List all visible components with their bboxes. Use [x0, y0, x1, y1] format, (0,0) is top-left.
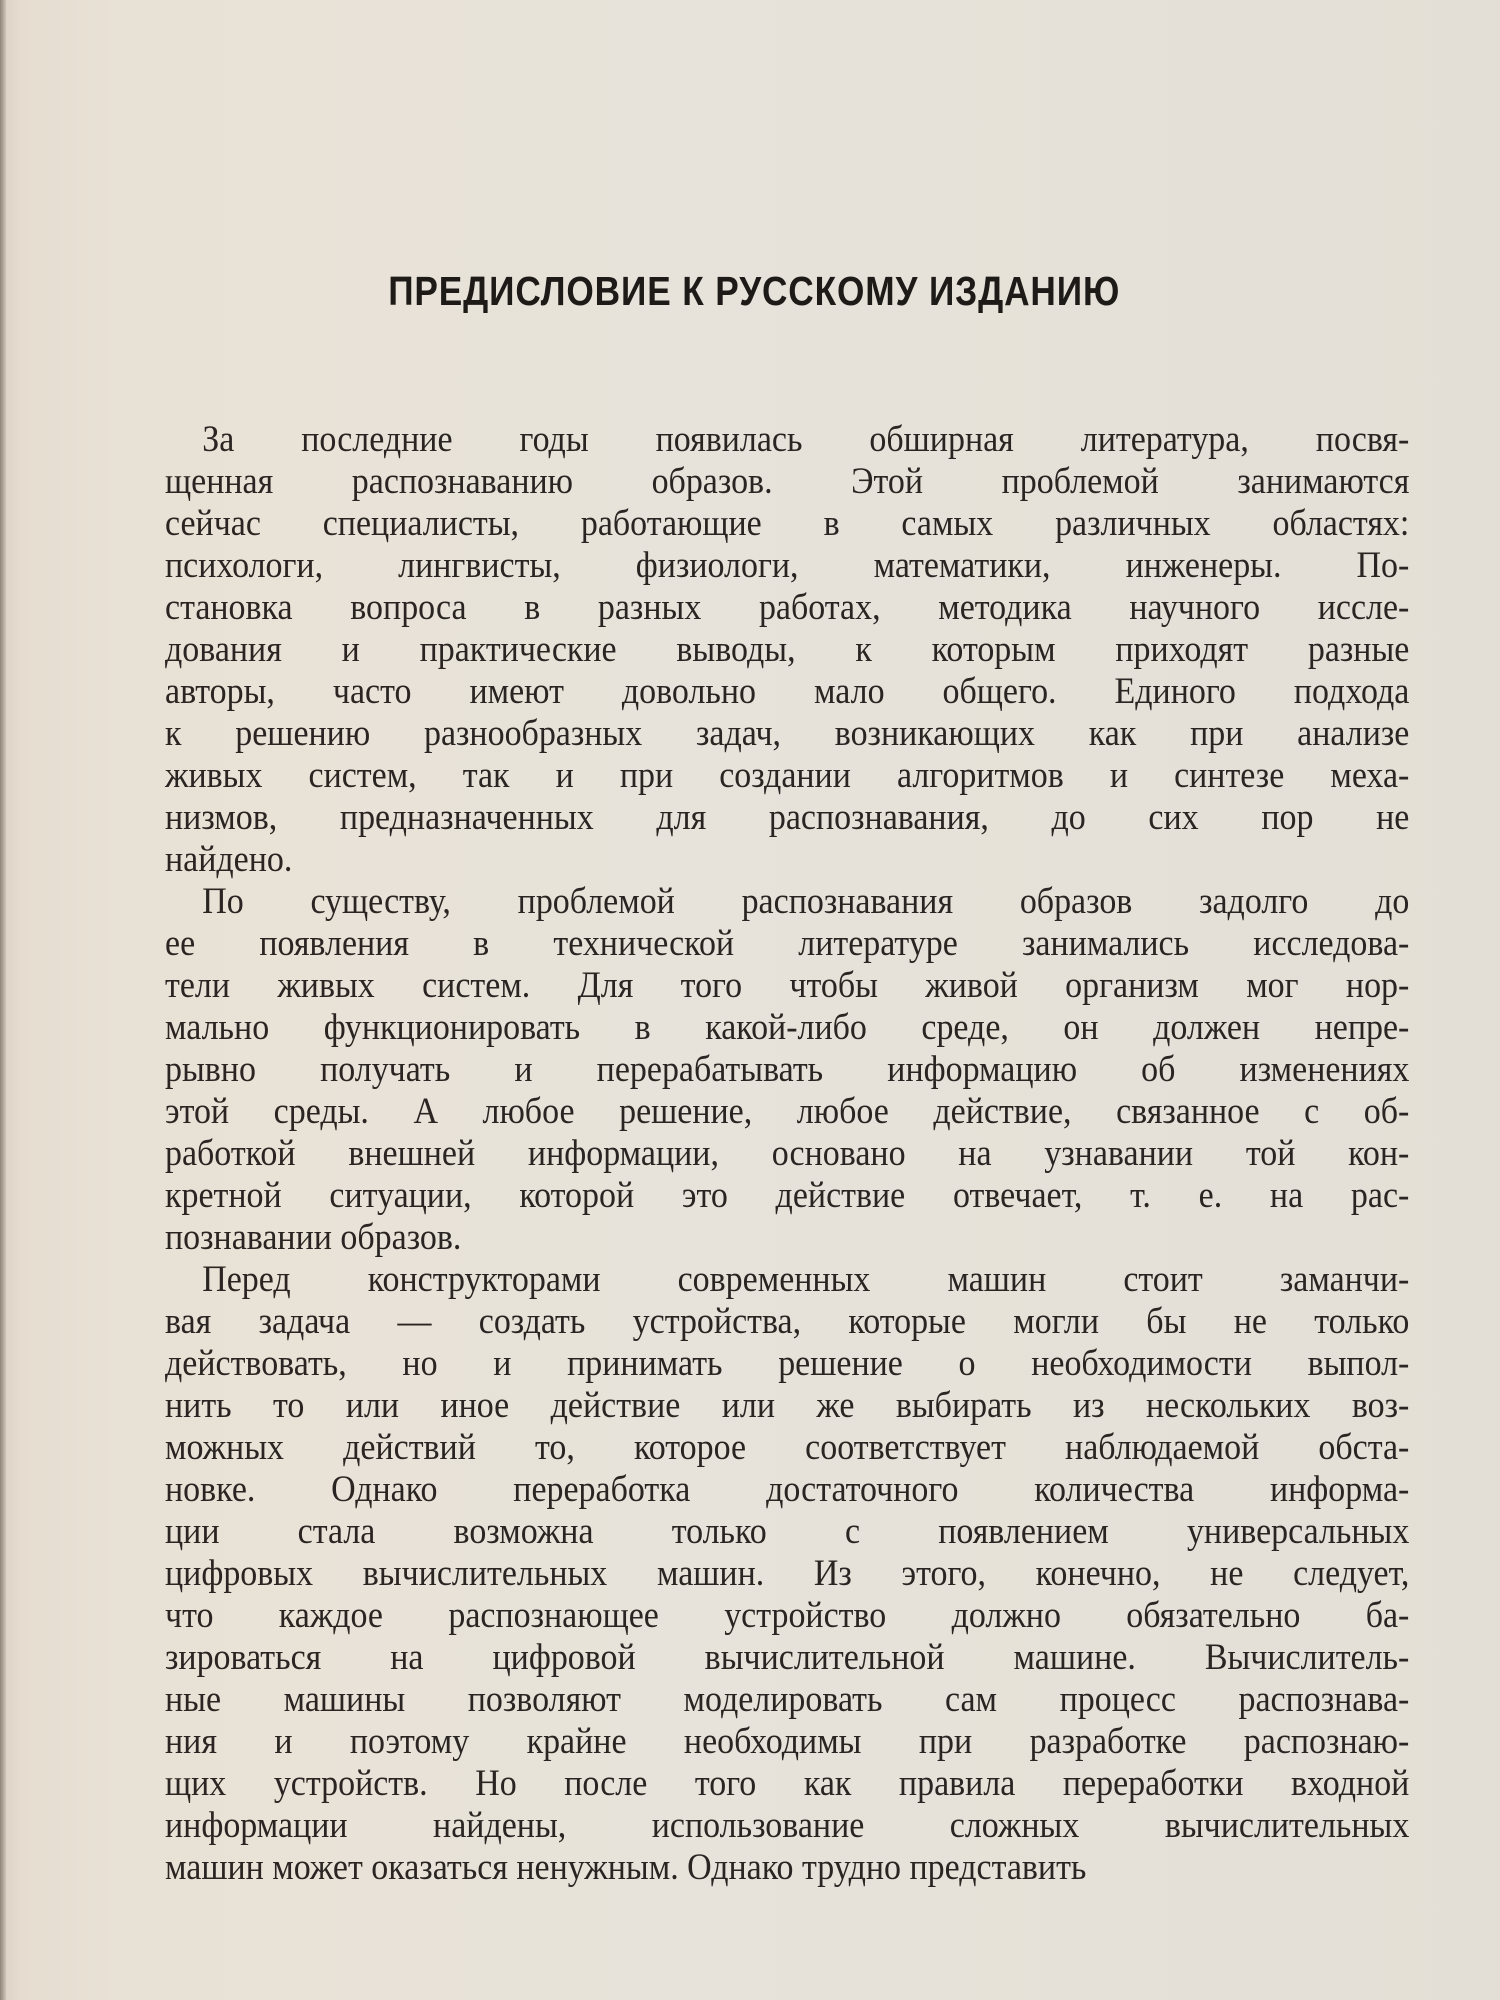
text-line: По существу, проблемой распознавания образов задолго до [202, 880, 1410, 921]
text-line: работкой внешней информации, основано на узнавании той кон- [165, 1132, 1410, 1173]
page-title: ПРЕДИСЛОВИЕ К РУССКОМУ ИЗДАНИЮ [388, 268, 1121, 314]
text-line: информации найдены, использование сложных вычислительных [165, 1804, 1410, 1845]
text-line: Перед конструкторами современных машин стоит заманчи- [202, 1258, 1410, 1299]
text-line: живых систем, так и при создании алгоритмов и синтезе меха- [165, 754, 1410, 795]
text-line: сейчас специалисты, работающие в самых различных областях: [165, 502, 1410, 543]
text-line: кретной ситуации, которой это действие отвечает, т. е. на рас- [165, 1174, 1410, 1215]
text-line: найдено. [165, 838, 293, 879]
text-line: тели живых систем. Для того чтобы живой организм мог нор- [165, 964, 1410, 1005]
text-line: ные машины позволяют моделировать сам процесс распознава- [165, 1678, 1410, 1719]
text-line: щих устройств. Но после того как правила переработки входной [165, 1762, 1410, 1803]
text-line: мально функционировать в какой-либо среде, он должен непре- [165, 1006, 1410, 1047]
paragraph [165, 1258, 1410, 1888]
text-line: что каждое распознающее устройство должно обязательно ба- [165, 1594, 1410, 1635]
text-line: рывно получать и перерабатывать информацию об изменениях [165, 1048, 1410, 1089]
text-line: низмов, предназначенных для распознавания, до сих пор не [165, 796, 1410, 837]
text-line: становка вопроса в разных работах, методика научного иссле- [165, 586, 1410, 627]
text-line: нить то или иное действие или же выбирать из нескольких воз- [165, 1384, 1410, 1425]
text-line: новке. Однако переработка достаточного количества информа- [165, 1468, 1410, 1509]
text-line: щенная распознаванию образов. Этой проблемой занимаются [165, 460, 1410, 501]
text-line: цифровых вычислительных машин. Из этого, конечно, не следует, [165, 1552, 1410, 1593]
text-line: ции стала возможна только с появлением универсальных [165, 1510, 1410, 1551]
text-line: дования и практические выводы, к которым приходят разные [165, 628, 1410, 669]
text-line: За последние годы появилась обширная литература, посвя- [202, 418, 1410, 459]
text-line: ее появления в технической литературе занимались исследова- [165, 922, 1410, 963]
paragraph [165, 418, 1410, 880]
paragraph [165, 880, 1410, 1258]
text-line: действовать, но и принимать решение о необходимости выпол- [165, 1342, 1410, 1383]
text-line: можных действий то, которое соответствует наблюдаемой обста- [165, 1426, 1410, 1467]
text-line: этой среды. А любое решение, любое действие, связанное с об- [165, 1090, 1410, 1131]
text-line: авторы, часто имеют довольно мало общего. Единого подхода [165, 670, 1410, 711]
text-line: зироваться на цифровой вычислительной машине. Вычислитель- [165, 1636, 1410, 1677]
text-line: познавании образов. [165, 1216, 462, 1257]
text-line: вая задача — создать устройства, которые могли бы не только [165, 1300, 1410, 1341]
text-line: ния и поэтому крайне необходимы при разработке распознаю- [165, 1720, 1410, 1761]
body-text [165, 418, 1410, 1888]
text-line: психологи, лингвисты, физиологи, математики, инженеры. По- [165, 544, 1410, 585]
page-edge [0, 0, 6, 2000]
text-line: к решению разнообразных задач, возникающих как при анализе [165, 712, 1410, 753]
text-line: машин может оказаться ненужным. Однако трудно представить [165, 1846, 1087, 1887]
